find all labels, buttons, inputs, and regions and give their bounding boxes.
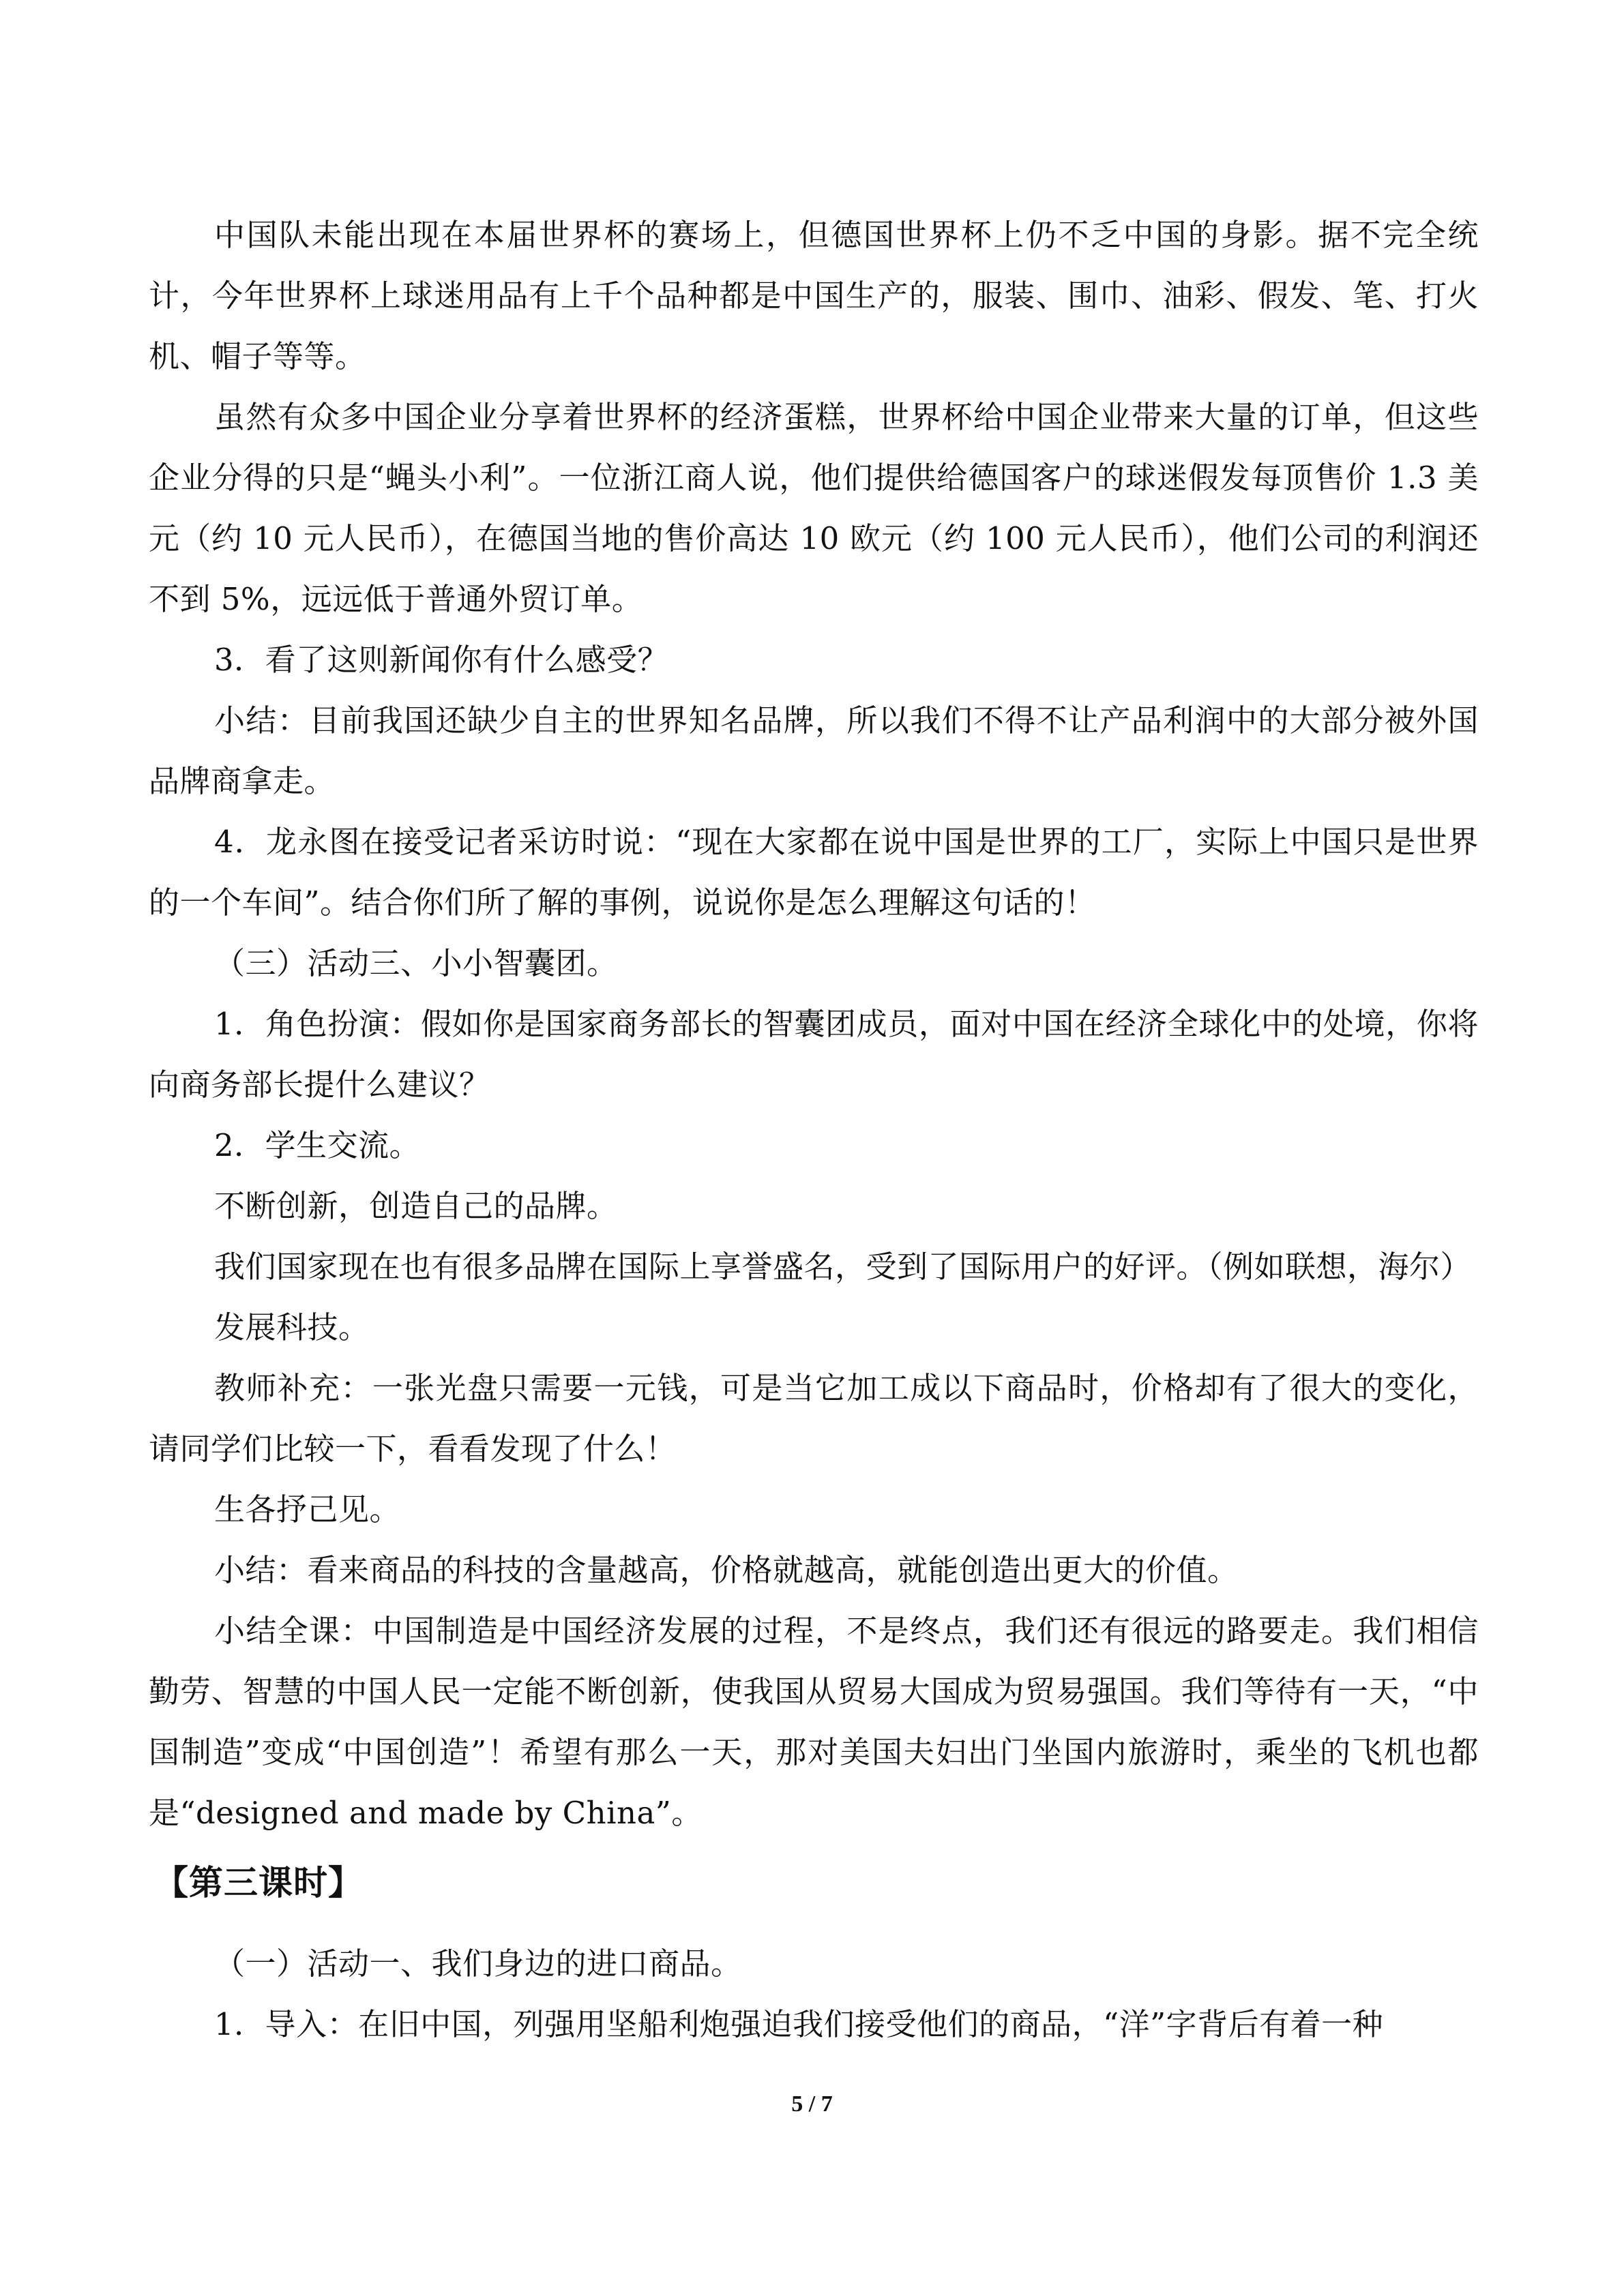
paragraph: 中国队未能出现在本届世界杯的赛场上，但德国世界杯上仍不乏中国的身影。据不完全统计，今年世界杯上球迷用品有上千个品种都是中国生产的，服装、围巾、油彩、假发、笔、打火机、帽子等等。 <box>149 217 1479 374</box>
paragraph: 3．看了这则新闻你有什么感受？ <box>214 642 669 678</box>
page-number: 5 / 7 <box>791 2091 833 2117</box>
paragraph: 小结全课：中国制造是中国经济发展的过程，不是终点，我们还有很远的路要走。我们相信勤劳、智慧的中国人民一定能不断创新，使我国从贸易大国成为贸易强国。我们等待有一天，“中国制造”变成“中国创造”！希望有那么一天，那对美国夫妇出门坐国内旅游时，乘坐的飞机也都是“designed and made by China”。 <box>149 1613 1479 1831</box>
paragraph: 1．导入：在旧中国，列强用坚船利炮强迫我们接受他们的商品，“洋”字背后有着一种 <box>214 2006 1384 2042</box>
paragraph: 4．龙永图在接受记者采访时说：“现在大家都在说中国是世界的工厂，实际上中国只是世界的一个车间”。结合你们所了解的事例，说说你是怎么理解这句话的！ <box>149 824 1479 921</box>
paragraph: 教师补充：一张光盘只需要一元钱，可是当它加工成以下商品时，价格却有了很大的变化，请同学们比较一下，看看发现了什么！ <box>149 1370 1479 1467</box>
paragraph: 虽然有众多中国企业分享着世界杯的经济蛋糕，世界杯给中国企业带来大量的订单，但这些企业分得的只是“蝇头小利”。一位浙江商人说，他们提供给德国客户的球迷假发每顶售价 1.3 美元（约 10 元人民币），在德国当地的售价高达 10 欧元（约 100 元人民币），他们公司的利润还不到 5%，远远低于普通外贸订单。 <box>149 399 1479 617</box>
paragraph: 我们国家现在也有很多品牌在国际上享誉盛名，受到了国际用户的好评。（例如联想，海尔） <box>214 1249 1472 1285</box>
paragraph: 2．学生交流。 <box>214 1127 421 1163</box>
paragraph: （三）活动三、小小智囊团。 <box>214 945 618 981</box>
document-body <box>149 205 1479 2055</box>
section-heading: 【第三课时】 <box>154 1863 363 1903</box>
paragraph: 不断创新，创造自己的品牌。 <box>214 1188 618 1224</box>
paragraph: 1．角色扮演：假如你是国家商务部长的智囊团成员，面对中国在经济全球化中的处境，你将向商务部长提什么建议？ <box>149 1006 1479 1103</box>
paragraph: 小结：看来商品的科技的含量越高，价格就越高，就能创造出更大的价值。 <box>214 1552 1239 1588</box>
paragraph: 小结：目前我国还缺少自主的世界知名品牌，所以我们不得不让产品利润中的大部分被外国品牌商拿走。 <box>149 702 1479 799</box>
paragraph: 生各抒己见。 <box>214 1491 401 1527</box>
paragraph: 发展科技。 <box>214 1309 370 1345</box>
paragraph: （一）活动一、我们身边的进口商品。 <box>214 1945 742 1982</box>
